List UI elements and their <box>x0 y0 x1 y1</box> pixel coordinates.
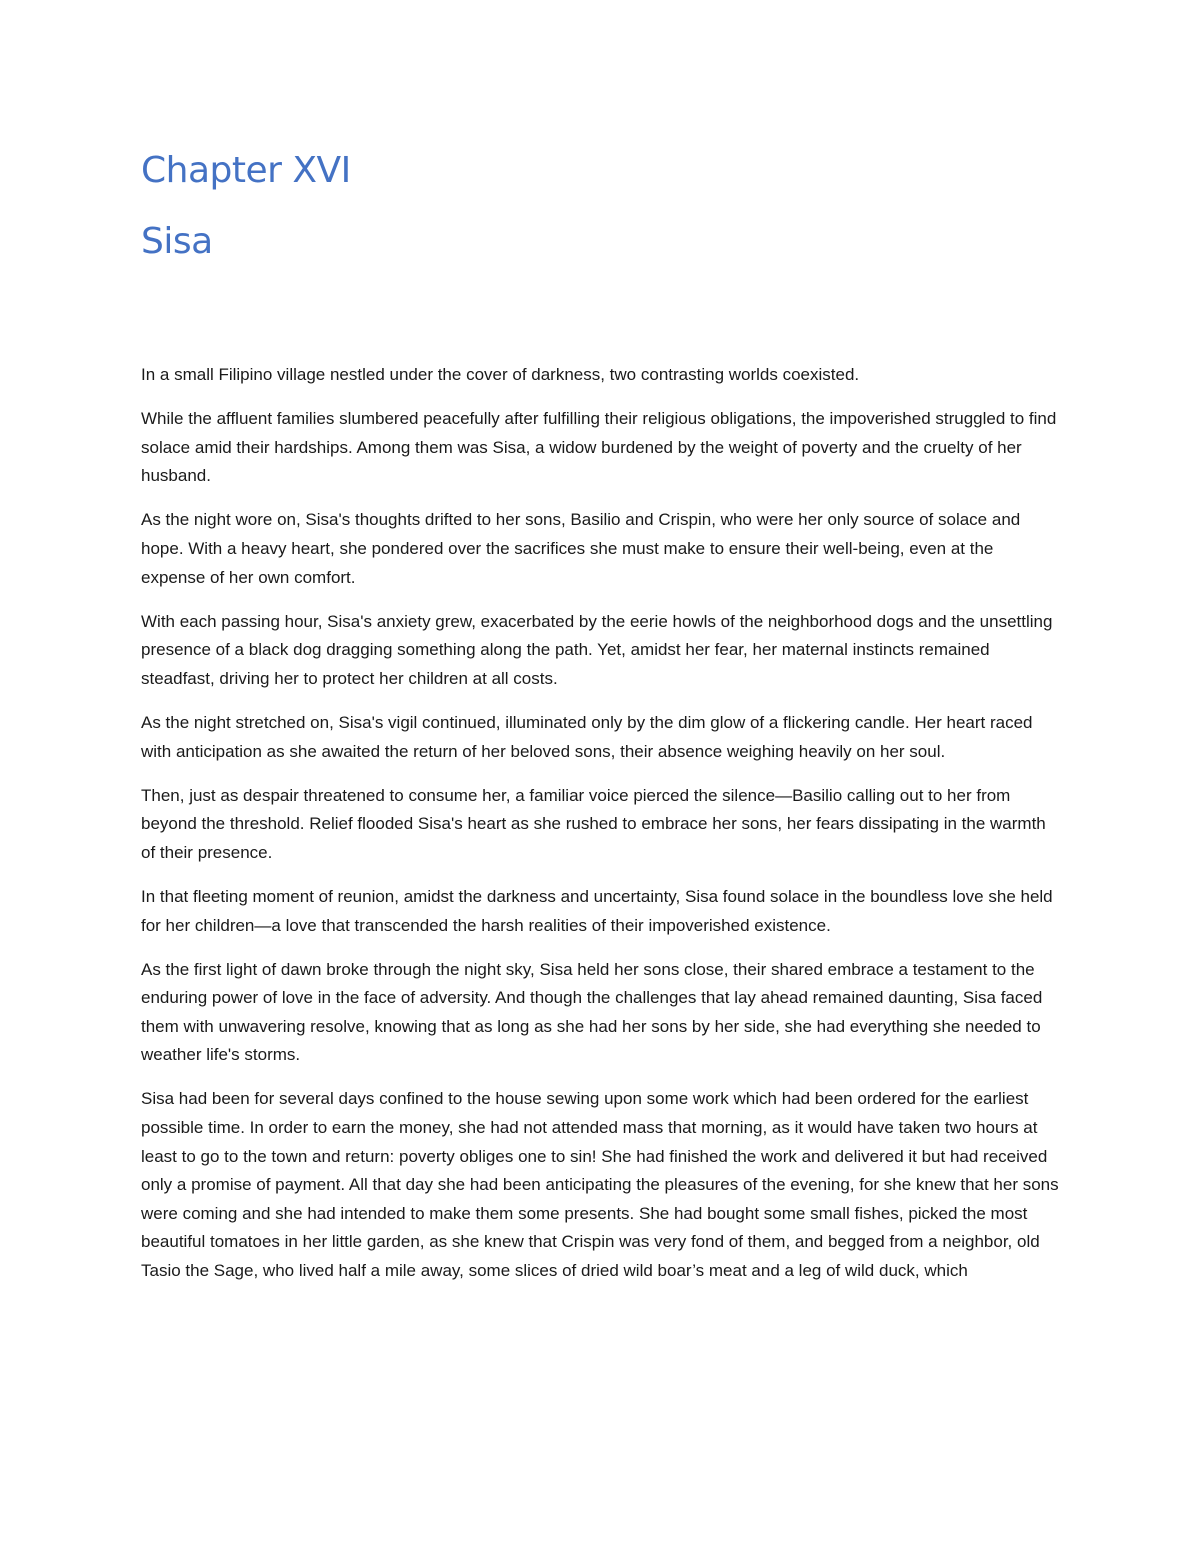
paragraph: Sisa had been for several days confined to the house sewing upon some work which had been ordered for the earliest possible time. In order to earn the money, she had not attended mass that morning, as it would have taken two hours at least to go to the town and return: poverty obliges one to sin! She had finished the work and delivered it but had received only a promise of payment. All that day she had been anticipating the pleasures of the evening, for she knew that her sons were coming and she had intended to make them some presents. She had bought some small fishes, picked the most beautiful tomatoes in her little garden, as she knew that Crispin was very fond of them, and begged from a neighbor, old Tasio the Sage, who lived half a mile away, some slices of dried wild boar’s meat and a leg of wild duck, which <box>141 1089 1059 1281</box>
chapter-heading: Chapter XVI <box>141 150 351 191</box>
paragraph: In that fleeting moment of reunion, amidst the darkness and uncertainty, Sisa found solace in the boundless love she held for her children—a love that transcended the harsh realities of their impoverished existence. <box>141 886 1053 935</box>
document-body <box>141 361 1061 1301</box>
paragraph: As the first light of dawn broke through the night sky, Sisa held her sons close, their shared embrace a testament to the enduring power of love in the face of adversity. And though the challenges that lay ahead remained daunting, Sisa faced them with unwavering resolve, knowing that as long as she had her sons by her side, she had everything she needed to weather life's storms. <box>141 959 1043 1065</box>
paragraph: As the night wore on, Sisa's thoughts drifted to her sons, Basilio and Crispin, who were her only source of solace and hope. With a heavy heart, she pondered over the sacrifices she must make to ensure their well-being, even at the expense of her own comfort. <box>141 510 1021 587</box>
paragraph: In a small Filipino village nestled under the cover of darkness, two contrasting worlds coexisted. <box>141 365 860 384</box>
chapter-title: Sisa <box>141 221 213 262</box>
paragraph: While the affluent families slumbered peacefully after fulfilling their religious obligations, the impoverished struggled to find solace amid their hardships. Among them was Sisa, a widow burdened by the weight of poverty and the cruelty of her husband. <box>141 409 1057 486</box>
paragraph: With each passing hour, Sisa's anxiety grew, exacerbated by the eerie howls of the neighborhood dogs and the unsettling presence of a black dog dragging something along the path. Yet, amidst her fear, her maternal instincts remained steadfast, driving her to protect her children at all costs. <box>141 611 1053 688</box>
paragraph: As the night stretched on, Sisa's vigil continued, illuminated only by the dim glow of a flickering candle. Her heart raced with anticipation as she awaited the return of her beloved sons, their absence weighing heavily on her soul. <box>141 712 1033 761</box>
paragraph: Then, just as despair threatened to consume her, a familiar voice pierced the silence—Basilio calling out to her from beyond the threshold. Relief flooded Sisa's heart as she rushed to embrace her sons, her fears dissipating in the warmth of their presence. <box>141 785 1046 862</box>
